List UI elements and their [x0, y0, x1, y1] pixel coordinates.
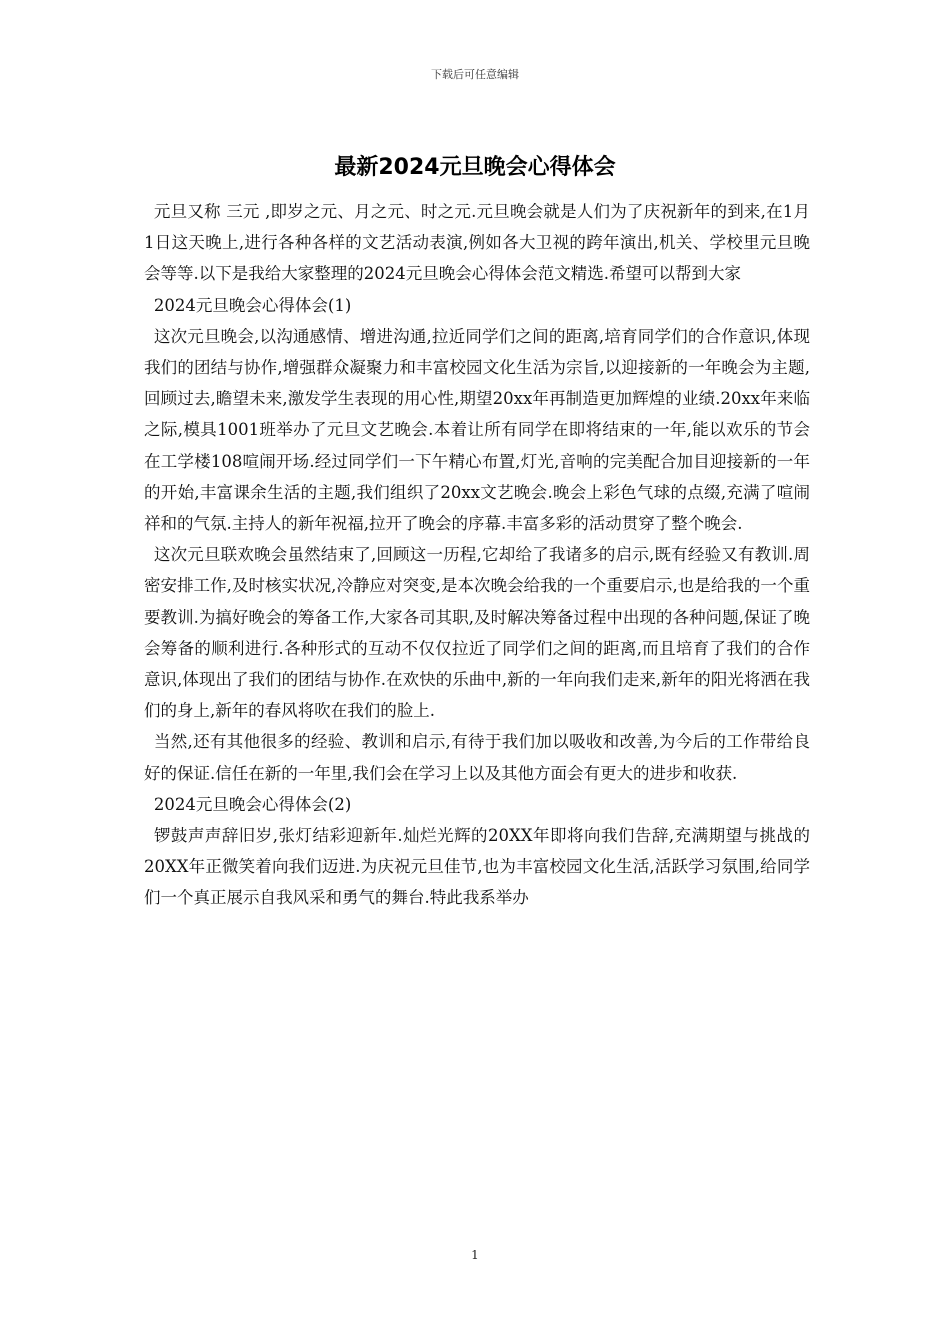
section-heading-1: 2024元旦晚会心得体会(1) [153, 295, 352, 315]
document-body [144, 196, 810, 914]
paragraph-2: 这次元旦联欢晚会虽然结束了,回顾这一历程,它却给了我诸多的启示,既有经验又有教训.周密安排工作,及时核实状况,冷静应对突变,是本次晚会给我的一个重要启示,也是给我的一个重要教训.为搞好晚会的筹备工作,大家各司其职,及时解决筹备过程中出现的各种问题,保证了晚会筹备的顺利进行.各种形式的互动不仅仅拉近了同学们之间的距离,而且培育了我们的合作意识,体现出了我们的团结与协作.在欢快的乐曲中,新的一年向我们走来,新年的阳光将洒在我们的身上,新年的春风将吹在我们的脸上. [144, 545, 810, 721]
header-note: 下载后可任意编辑 [431, 68, 519, 81]
document-title: 最新2024元旦晚会心得体会 [334, 155, 616, 180]
paragraph-1: 这次元旦晚会,以沟通感情、增进沟通,拉近同学们之间的距离,培育同学们的合作意识,体现我们的团结与协作,增强群众凝聚力和丰富校园文化生活为宗旨,以迎接新的一年晚会为主题,回顾过去,瞻望未来,激发学生表现的用心性,期望20xx年再制造更加辉煌的业绩.20xx年来临之际,模具1001班举办了元旦文艺晚会.本着让所有同学在即将结束的一年,能以欢乐的节会在工学楼108喧闹开场.经过同学们一下午精心布置,灯光,音响的完美配合加目迎接新的一年的开始,丰富课余生活的主题,我们组织了20xx文艺晚会.晚会上彩色气球的点缀,充满了喧闹祥和的气氛.主持人的新年祝福,拉开了晚会的序幕.丰富多彩的活动贯穿了整个晚会. [144, 326, 810, 534]
paragraph-intro: 元旦又称 三元 ,即岁之元、月之元、时之元.元旦晚会就是人们为了庆祝新年的到来,在1月1日这天晚上,进行各种各样的文艺活动表演,例如各大卫视的跨年演出,机关、学校里元旦晚会等等.以下是我给大家整理的2024元旦晚会心得体会范文精选.希望可以帮到大家 [144, 202, 810, 284]
section-heading-2: 2024元旦晚会心得体会(2) [153, 794, 352, 814]
paragraph-3: 当然,还有其他很多的经验、教训和启示,有待于我们加以吸收和改善,为今后的工作带给良好的保证.信任在新的一年里,我们会在学习上以及其他方面会有更大的进步和收获. [144, 732, 810, 783]
paragraph-4: 锣鼓声声辞旧岁,张灯结彩迎新年.灿烂光辉的20XX年即将向我们告辞,充满期望与挑战的20XX年正微笑着向我们迈进.为庆祝元旦佳节,也为丰富校园文化生活,活跃学习氛围,给同学们一个真正展示自我风采和勇气的舞台.特此我系举办 [144, 826, 810, 908]
page-number: 1 [471, 1248, 479, 1262]
